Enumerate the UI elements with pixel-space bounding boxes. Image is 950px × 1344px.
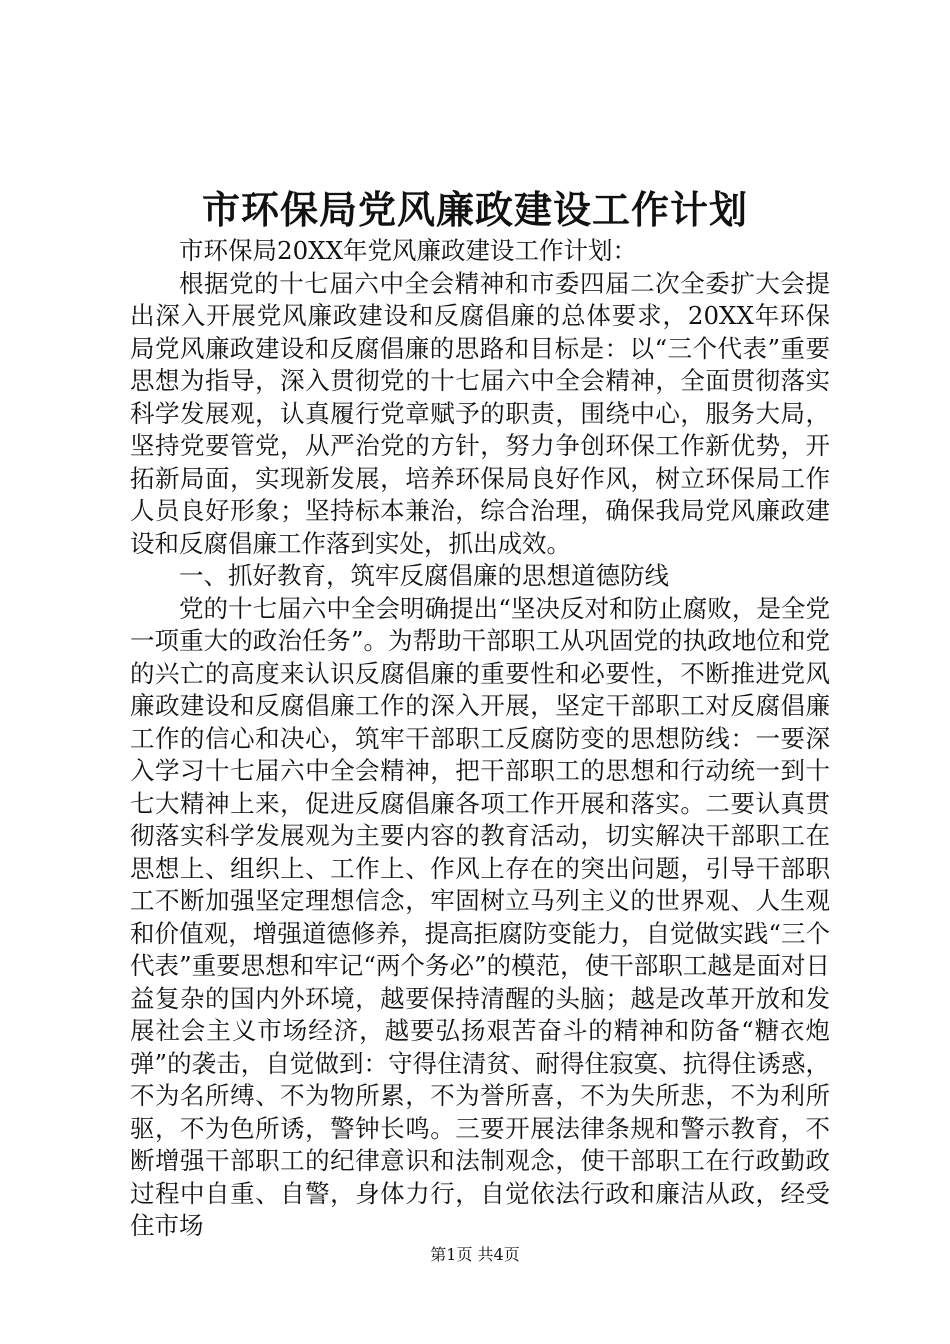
page-footer: 第1页 共4页 bbox=[430, 1245, 520, 1264]
paragraph-intro: 市环保局20XX年党风廉政建设工作计划： bbox=[179, 236, 638, 265]
paragraph-section-1: 党的十七届六中全会明确提出“坚决反对和防止腐败，是全党一项重大的政治任务”。为帮助干部职工从巩固党的执政地位和党的兴亡的高度来认识反腐倡廉的重要性和必要性，不断推进党风廉政建设和反腐倡廉工作的深入开展，坚定干部职工对反腐倡廉工作的信心和决心，筑牢干部职工反腐防变的思想防线：一要深入学习十七届六中全会精神，把干部职工的思想和行动统一到十七大精神上来，促进反腐倡廉各项工作开展和落实。二要认真贯彻落实科学发展观为主要内容的教育活动，切实解决干部职工在思想上、组织上、工作上、作风上存在的突出问题，引导干部职工不断加强坚定理想信念，牢固树立马列主义的世界观、人生观和价值观，增强道德修养，提高拒腐防变能力，自觉做实践“三个代表”重要思想和牢记“两个务必”的模范，使干部职工越是面对日益复杂的国内外环境，越要保持清醒的头脑；越是改革开放和发展社会主义市场经济，越要弘扬艰苦奋斗的精神和防备“糖衣炮弹”的袭击，自觉做到：守得住清贫、耐得住寂寞、抗得住诱惑，不为名所缚、不为物所累，不为誉所喜，不为失所悲，不为利所驱，不为色所诱，警钟长鸣。三要开展法律条规和警示教育，不断增强干部职工的纪律意识和法制观念，使干部职工在行政勤政过程中自重、自警，身体力行，自觉依法行政和廉洁从政，经受住市场 bbox=[130, 593, 830, 1240]
section-heading-1: 一、抓好教育，筑牢反腐倡廉的思想道德防线 bbox=[179, 561, 669, 590]
document-body bbox=[130, 235, 830, 1243]
paragraph-overview: 根据党的十七届六中全会精神和市委四届二次全委扩大会提出深入开展党风廉政建设和反腐倡廉的总体要求，20XX年环保局党风廉政建设和反腐倡廉的思路和目标是：以“三个代表”重要思想为指导，深入贯彻党的十七届六中全会精神，全面贯彻落实科学发展观，认真履行党章赋予的职责，围绕中心，服务大局，坚持党要管党，从严治党的方针，努力争创环保工作新优势，开拓新局面，实现新发展，培养环保局良好作风，树立环保局工作人员良好形象；坚持标本兼治，综合治理，确保我局党风廉政建设和反腐倡廉工作落到实处，抓出成效。 bbox=[130, 268, 830, 558]
document-title: 市环保局党风廉政建设工作计划 bbox=[201, 187, 748, 232]
